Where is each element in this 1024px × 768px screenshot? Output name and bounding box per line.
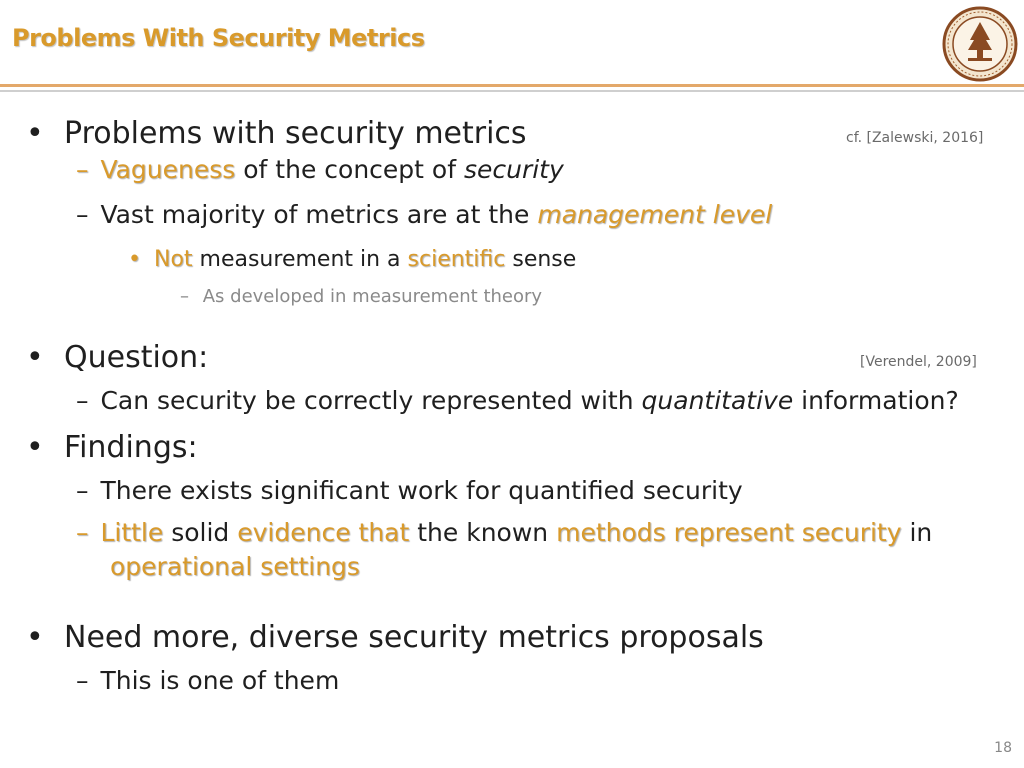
emphasis-security: security [463, 155, 564, 184]
bullet-3-sub-1 [76, 476, 743, 505]
bullet-2-text: Question: [64, 340, 209, 375]
text: of the concept of [235, 155, 464, 184]
bullet-dot: • [26, 340, 44, 375]
text: measurement in a [192, 247, 408, 272]
highlight-scientific: scientific [407, 247, 506, 272]
text: information? [793, 386, 959, 415]
bullet-dot: • [128, 247, 141, 272]
dash: – [76, 386, 89, 415]
dash: – [76, 518, 89, 547]
title-rule [0, 84, 1024, 87]
bullet-1-sub-4 [180, 286, 542, 307]
bullet-4-text: Need more, diverse security metrics proposals [64, 620, 764, 655]
highlight-little: Little [100, 518, 164, 547]
bullet-1-text: Problems with security metrics [64, 116, 527, 151]
bullet-1-sub-2 [76, 200, 772, 229]
page-number: 18 [994, 740, 1012, 756]
bullet-dot: • [26, 116, 44, 151]
text: There exists significant work for quantified security [100, 476, 743, 505]
highlight-operational-settings: operational settings [110, 552, 360, 581]
dash: – [76, 155, 89, 184]
bullet-3-sub-2-cont [110, 552, 360, 581]
highlight-not: Not [153, 247, 193, 272]
bullet-1-sub-1 [76, 155, 564, 184]
text: This is one of them [100, 666, 340, 695]
emphasis-quantitative: quantitative [641, 386, 794, 415]
dash: – [76, 476, 89, 505]
text: the known [409, 518, 557, 547]
bullet-3-text: Findings: [64, 430, 198, 465]
bullet-3-sub-2 [76, 518, 932, 547]
text: Vast majority of metrics are at the [100, 200, 538, 229]
text: in [901, 518, 933, 547]
text: sense [505, 247, 577, 272]
text: Can security be correctly represented with [100, 386, 642, 415]
citation-zalewski: cf. [Zalewski, 2016] [846, 130, 984, 146]
dash: – [76, 200, 89, 229]
dash: – [76, 666, 89, 695]
bullet-1-sub-3 [128, 247, 576, 272]
dash: – [180, 286, 189, 307]
highlight-management-level: management level [537, 200, 773, 229]
highlight-methods-represent-security: methods represent security [556, 518, 902, 547]
text: solid [163, 518, 238, 547]
citation-verendel: [Verendel, 2009] [860, 354, 977, 370]
highlight-evidence-that: evidence that [237, 518, 410, 547]
bullet-2-sub-1 [76, 386, 959, 415]
slide-title: Problems With Security Metrics [12, 24, 425, 52]
highlight-vagueness: Vagueness [100, 155, 236, 184]
title-rule-shadow [0, 90, 1024, 92]
bullet-4-sub-1 [76, 666, 339, 695]
bullet-dot: • [26, 620, 44, 655]
bullet-dot: • [26, 430, 44, 465]
text: As developed in measurement theory [202, 286, 543, 307]
university-seal-icon [942, 6, 1018, 82]
